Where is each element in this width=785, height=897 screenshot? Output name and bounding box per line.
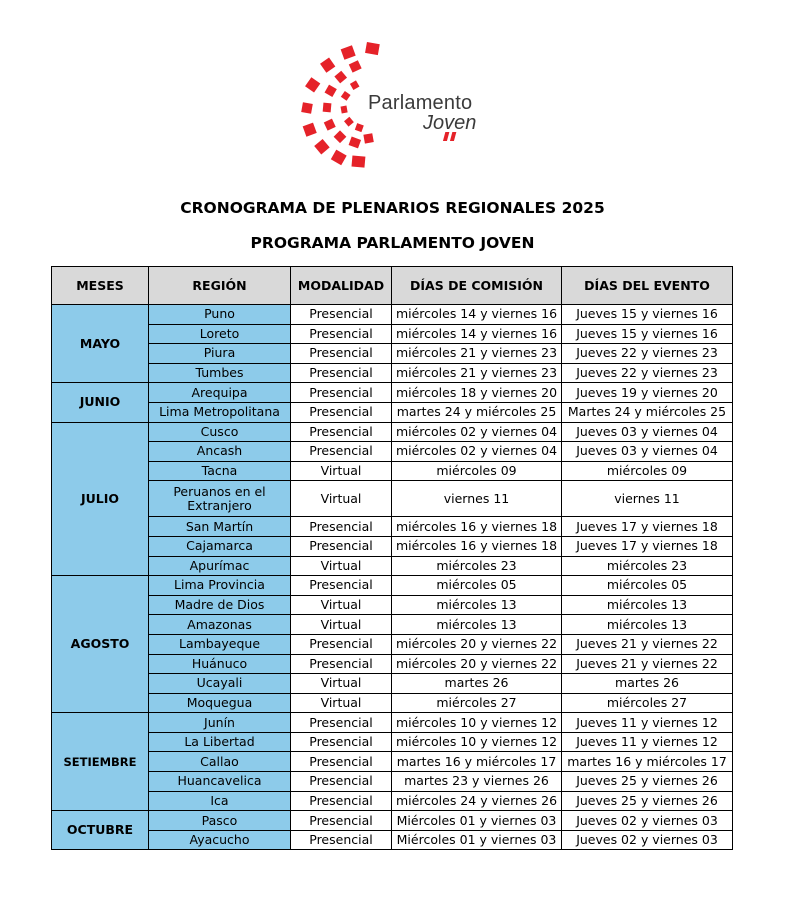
header-dias-evento: DÍAS DEL EVENTO	[562, 267, 733, 305]
region-cell: Ayacucho	[149, 830, 291, 850]
table-row	[52, 461, 733, 481]
event-days-cell: Jueves 25 y viernes 26	[562, 772, 733, 792]
event-days-cell: viernes 11	[562, 481, 733, 517]
region-cell: La Libertad	[149, 732, 291, 752]
region-cell: Lima Metropolitana	[149, 402, 291, 422]
table-row	[52, 305, 733, 325]
event-days-cell: Jueves 21 y viernes 22	[562, 634, 733, 654]
commission-days-cell: martes 24 y miércoles 25	[392, 402, 562, 422]
event-days-cell: miércoles 13	[562, 615, 733, 635]
region-cell: Apurímac	[149, 556, 291, 576]
table-row	[52, 595, 733, 615]
modality-cell: Presencial	[291, 383, 392, 403]
table-row	[52, 732, 733, 752]
month-cell: OCTUBRE	[52, 811, 149, 850]
table-row	[52, 481, 733, 517]
event-days-cell: miércoles 23	[562, 556, 733, 576]
modality-cell: Virtual	[291, 556, 392, 576]
table-row	[52, 363, 733, 383]
event-days-cell: miércoles 09	[562, 461, 733, 481]
modality-cell: Presencial	[291, 344, 392, 364]
header-modalidad: MODALIDAD	[291, 267, 392, 305]
commission-days-cell: miércoles 02 y viernes 04	[392, 422, 562, 442]
event-days-cell: martes 26	[562, 674, 733, 694]
commission-days-cell: miércoles 10 y viernes 12	[392, 732, 562, 752]
logo-text-joven: Joven	[423, 112, 477, 134]
commission-days-cell: miércoles 18 y viernes 20	[392, 383, 562, 403]
commission-days-cell: miércoles 23	[392, 556, 562, 576]
region-cell: Huancavelica	[149, 772, 291, 792]
commission-days-cell: martes 16 y miércoles 17	[392, 752, 562, 772]
modality-cell: Virtual	[291, 674, 392, 694]
event-days-cell: Jueves 17 y viernes 18	[562, 517, 733, 537]
modality-cell: Virtual	[291, 461, 392, 481]
schedule-table	[51, 266, 733, 850]
table-row	[52, 383, 733, 403]
event-days-cell: Jueves 03 y viernes 04	[562, 442, 733, 462]
table-row	[52, 674, 733, 694]
table-row	[52, 654, 733, 674]
table-header-row	[52, 267, 733, 305]
commission-days-cell: miércoles 16 y viernes 18	[392, 536, 562, 556]
modality-cell: Presencial	[291, 713, 392, 733]
modality-cell: Presencial	[291, 363, 392, 383]
commission-days-cell: miércoles 20 y viernes 22	[392, 634, 562, 654]
table-row	[52, 634, 733, 654]
modality-cell: Presencial	[291, 305, 392, 325]
commission-days-cell: miércoles 27	[392, 693, 562, 713]
modality-cell: Presencial	[291, 752, 392, 772]
header-region: REGIÓN	[149, 267, 291, 305]
region-cell: Cusco	[149, 422, 291, 442]
commission-days-cell: viernes 11	[392, 481, 562, 517]
table-row	[52, 830, 733, 850]
modality-cell: Presencial	[291, 654, 392, 674]
modality-cell: Presencial	[291, 634, 392, 654]
commission-days-cell: miércoles 10 y viernes 12	[392, 713, 562, 733]
commission-days-cell: miércoles 02 y viernes 04	[392, 442, 562, 462]
modality-cell: Virtual	[291, 693, 392, 713]
event-days-cell: martes 16 y miércoles 17	[562, 752, 733, 772]
table-row	[52, 752, 733, 772]
region-cell: Cajamarca	[149, 536, 291, 556]
commission-days-cell: martes 26	[392, 674, 562, 694]
commission-days-cell: miércoles 14 y viernes 16	[392, 324, 562, 344]
parlamento-joven-logo	[296, 40, 496, 170]
modality-cell: Presencial	[291, 576, 392, 596]
event-days-cell: Jueves 02 y viernes 03	[562, 830, 733, 850]
modality-cell: Presencial	[291, 517, 392, 537]
table-row	[52, 324, 733, 344]
event-days-cell: Jueves 22 y viernes 23	[562, 344, 733, 364]
table-row	[52, 811, 733, 831]
event-days-cell: Jueves 03 y viernes 04	[562, 422, 733, 442]
month-cell: JUNIO	[52, 383, 149, 422]
region-cell: Puno	[149, 305, 291, 325]
commission-days-cell: miércoles 14 y viernes 16	[392, 305, 562, 325]
table-row	[52, 713, 733, 733]
table-row	[52, 422, 733, 442]
region-cell: Amazonas	[149, 615, 291, 635]
event-days-cell: Jueves 22 y viernes 23	[562, 363, 733, 383]
modality-cell: Virtual	[291, 615, 392, 635]
table-row	[52, 772, 733, 792]
modality-cell: Presencial	[291, 732, 392, 752]
event-days-cell: Jueves 11 y viernes 12	[562, 713, 733, 733]
region-cell: San Martín	[149, 517, 291, 537]
event-days-cell: Jueves 21 y viernes 22	[562, 654, 733, 674]
commission-days-cell: miércoles 13	[392, 615, 562, 635]
month-cell: MAYO	[52, 305, 149, 383]
region-cell: Peruanos en el Extranjero	[149, 481, 291, 517]
region-cell: Ancash	[149, 442, 291, 462]
event-days-cell: miércoles 13	[562, 595, 733, 615]
region-cell: Huánuco	[149, 654, 291, 674]
event-days-cell: Jueves 25 y viernes 26	[562, 791, 733, 811]
region-cell: Pasco	[149, 811, 291, 831]
region-cell: Junín	[149, 713, 291, 733]
commission-days-cell: Miércoles 01 y viernes 03	[392, 830, 562, 850]
document-title: CRONOGRAMA DE PLENARIOS REGIONALES 2025	[180, 199, 605, 217]
region-cell: Ucayali	[149, 674, 291, 694]
header-dias-comision: DÍAS DE COMISIÓN	[392, 267, 562, 305]
commission-days-cell: miércoles 21 y viernes 23	[392, 363, 562, 383]
table-row	[52, 576, 733, 596]
table-row	[52, 556, 733, 576]
month-cell: AGOSTO	[52, 576, 149, 713]
commission-days-cell: miércoles 13	[392, 595, 562, 615]
commission-days-cell: martes 23 y viernes 26	[392, 772, 562, 792]
commission-days-cell: miércoles 21 y viernes 23	[392, 344, 562, 364]
logo-text-parlamento: Parlamento	[368, 92, 473, 114]
modality-cell: Presencial	[291, 536, 392, 556]
modality-cell: Presencial	[291, 402, 392, 422]
event-days-cell: Jueves 11 y viernes 12	[562, 732, 733, 752]
modality-cell: Presencial	[291, 772, 392, 792]
modality-cell: Virtual	[291, 595, 392, 615]
event-days-cell: miércoles 27	[562, 693, 733, 713]
commission-days-cell: Miércoles 01 y viernes 03	[392, 811, 562, 831]
event-days-cell: Martes 24 y miércoles 25	[562, 402, 733, 422]
month-cell: SETIEMBRE	[52, 713, 149, 811]
region-cell: Lambayeque	[149, 634, 291, 654]
modality-cell: Presencial	[291, 442, 392, 462]
region-cell: Loreto	[149, 324, 291, 344]
commission-days-cell: miércoles 16 y viernes 18	[392, 517, 562, 537]
region-cell: Tacna	[149, 461, 291, 481]
commission-days-cell: miércoles 20 y viernes 22	[392, 654, 562, 674]
region-cell: Ica	[149, 791, 291, 811]
region-cell: Moquegua	[149, 693, 291, 713]
region-cell: Callao	[149, 752, 291, 772]
region-cell: Arequipa	[149, 383, 291, 403]
commission-days-cell: miércoles 24 y viernes 26	[392, 791, 562, 811]
modality-cell: Presencial	[291, 422, 392, 442]
table-row	[52, 536, 733, 556]
region-cell: Piura	[149, 344, 291, 364]
commission-days-cell: miércoles 09	[392, 461, 562, 481]
event-days-cell: Jueves 02 y viernes 03	[562, 811, 733, 831]
modality-cell: Virtual	[291, 481, 392, 517]
table-row	[52, 517, 733, 537]
table-row	[52, 442, 733, 462]
modality-cell: Presencial	[291, 324, 392, 344]
event-days-cell: Jueves 19 y viernes 20	[562, 383, 733, 403]
table-row	[52, 693, 733, 713]
table-row	[52, 615, 733, 635]
table-row	[52, 402, 733, 422]
modality-cell: Presencial	[291, 811, 392, 831]
document-subtitle: PROGRAMA PARLAMENTO JOVEN	[250, 234, 535, 252]
event-days-cell: miércoles 05	[562, 576, 733, 596]
event-days-cell: Jueves 15 y viernes 16	[562, 324, 733, 344]
table-body	[52, 305, 733, 850]
event-days-cell: Jueves 17 y viernes 18	[562, 536, 733, 556]
commission-days-cell: miércoles 05	[392, 576, 562, 596]
region-cell: Madre de Dios	[149, 595, 291, 615]
region-cell: Lima Provincia	[149, 576, 291, 596]
modality-cell: Presencial	[291, 791, 392, 811]
table-row	[52, 791, 733, 811]
modality-cell: Presencial	[291, 830, 392, 850]
header-meses: MESES	[52, 267, 149, 305]
table-row	[52, 344, 733, 364]
region-cell: Tumbes	[149, 363, 291, 383]
month-cell: JULIO	[52, 422, 149, 576]
event-days-cell: Jueves 15 y viernes 16	[562, 305, 733, 325]
